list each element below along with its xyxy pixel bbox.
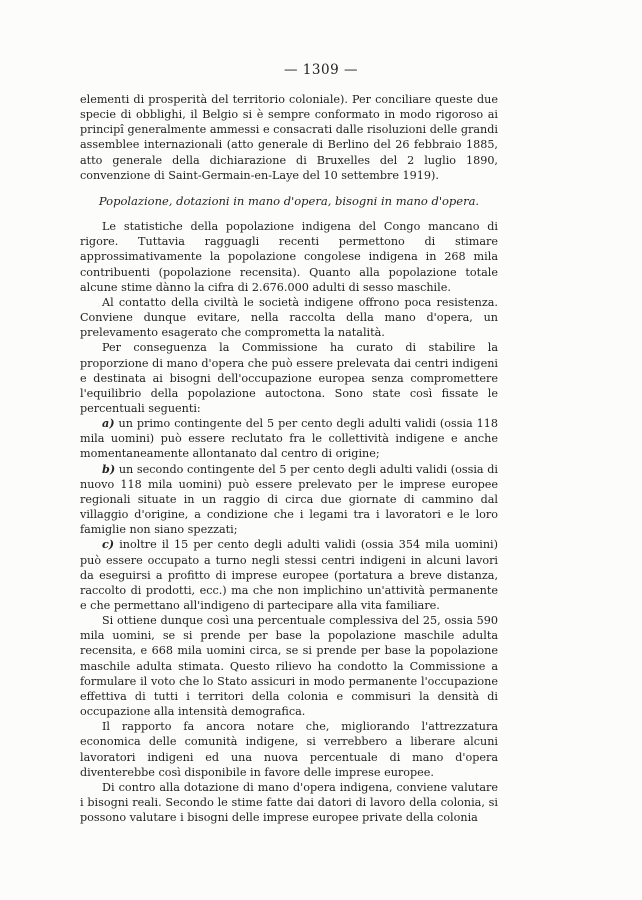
list-text-b: un secondo contingente del 5 per cento degli adulti validi (ossia di nuovo 118 mila uomini) può essere prelevato per le imprese europee regionali situate in un raggio di circa due giornate di cammino dal villaggio d'origine, a condizione che i legami tra i lavoratori e le loro famiglie non siano spezzati; <box>80 462 498 537</box>
list-item-c <box>80 537 498 613</box>
page-number: — 1309 — <box>284 62 358 78</box>
list-marker-c: c) <box>102 537 115 552</box>
paragraph-report: Il rapporto fa ancora notare che, migliorando l'attrezzatura economica delle comunità indigene, si verrebbero a liberare alcuni lavoratori indigeni ed una nuova percentuale di mano d'opera diventerebbe così disponibile in favore delle imprese europee. <box>80 720 498 779</box>
list-marker-b: b) <box>102 461 116 476</box>
paragraph-commission: Per conseguenza la Commissione ha curato di stabilire la proporzione di mano d'opera che può essere prelevata dai centri indigeni e destinata ai bisogni dell'occupazione europea senza compromettere l'equilibrio della popolazione autoctona. Sono state così fissate le percentuali seguenti: <box>80 341 498 415</box>
paragraph-statistics: Le statistiche della popolazione indigena del Congo mancano di rigore. Tuttavia ragguagli recenti permettono di stimare approssimativamente la popolazione congolese indigena in 268 mila contribuenti (popolazione recensita). Quanto alla popolazione totale alcune stime dànno la cifra di 2.676.000 adulti di sesso maschile. <box>80 220 498 294</box>
list-marker-a: a) <box>102 416 115 431</box>
paragraph-civilization: Al contatto della civiltà le società indigene offrono poca resistenza. Conviene dunque evitare, nella raccolta della mano d'opera, un prelevamento esagerato che comprometta la natalità. <box>80 295 498 340</box>
list-item-a <box>80 416 498 461</box>
list-item-b <box>80 462 498 538</box>
list-text-c: inoltre il 15 per cento degli adulti validi (ossia 354 mila uomini) può essere occupato a turno negli stessi centri indigeni in alcuni lavori da eseguirsi a profitto di imprese europee (portatura a breve distanza, raccolto di prodotti, ecc.) ma che non implichino un'attività permanente e che permettano all'indigeno di partecipare alla vita familiare. <box>80 538 498 612</box>
section-heading: Popolazione, dotazioni in mano d'opera, bisogni in mano d'opera. <box>98 193 480 208</box>
document-body <box>80 92 498 825</box>
list-text-a: un primo contingente del 5 per cento degli adulti validi (ossia 118 mila uomini) può essere reclutato fra le collettività indigene e anche momentaneamente allontanato dal centro di origine; <box>80 417 498 461</box>
intro-paragraph: elementi di prosperità del territorio coloniale). Per conciliare queste due specie di obblighi, il Belgio si è sempre conformato in modo rigoroso ai principî generalmente ammessi e consacrati dalle risoluzioni delle grandi assemblee internazionali (atto generale di Berlino del 26 febbraio 1885, atto generale della dichiarazione di Bruxelles del 2 luglio 1890, convenzione di Saint-Germain-en-Laye del 10 settembre 1919). <box>80 93 498 182</box>
paragraph-needs: Di contro alla dotazione di mano d'opera indigena, conviene valutare i bisogni reali. Secondo le stime fatte dai datori di lavoro della colonia, si possono valutare i bisogni delle imprese europee private della colonia <box>80 780 498 825</box>
paragraph-percentage: Si ottiene dunque così una percentuale complessiva del 25, ossia 590 mila uomini, se si prende per base la popolazione maschile adulta recensita, e 668 mila uomini circa, se si prende per base la popolazione maschile adulta stimata. Questo rilievo ha condotto la Commissione a formulare il voto che lo Stato assicuri in modo permanente l'occupazione effettiva di tutti i territori della colonia e commisuri la densità di occupazione alla intensità demografica. <box>80 614 498 719</box>
